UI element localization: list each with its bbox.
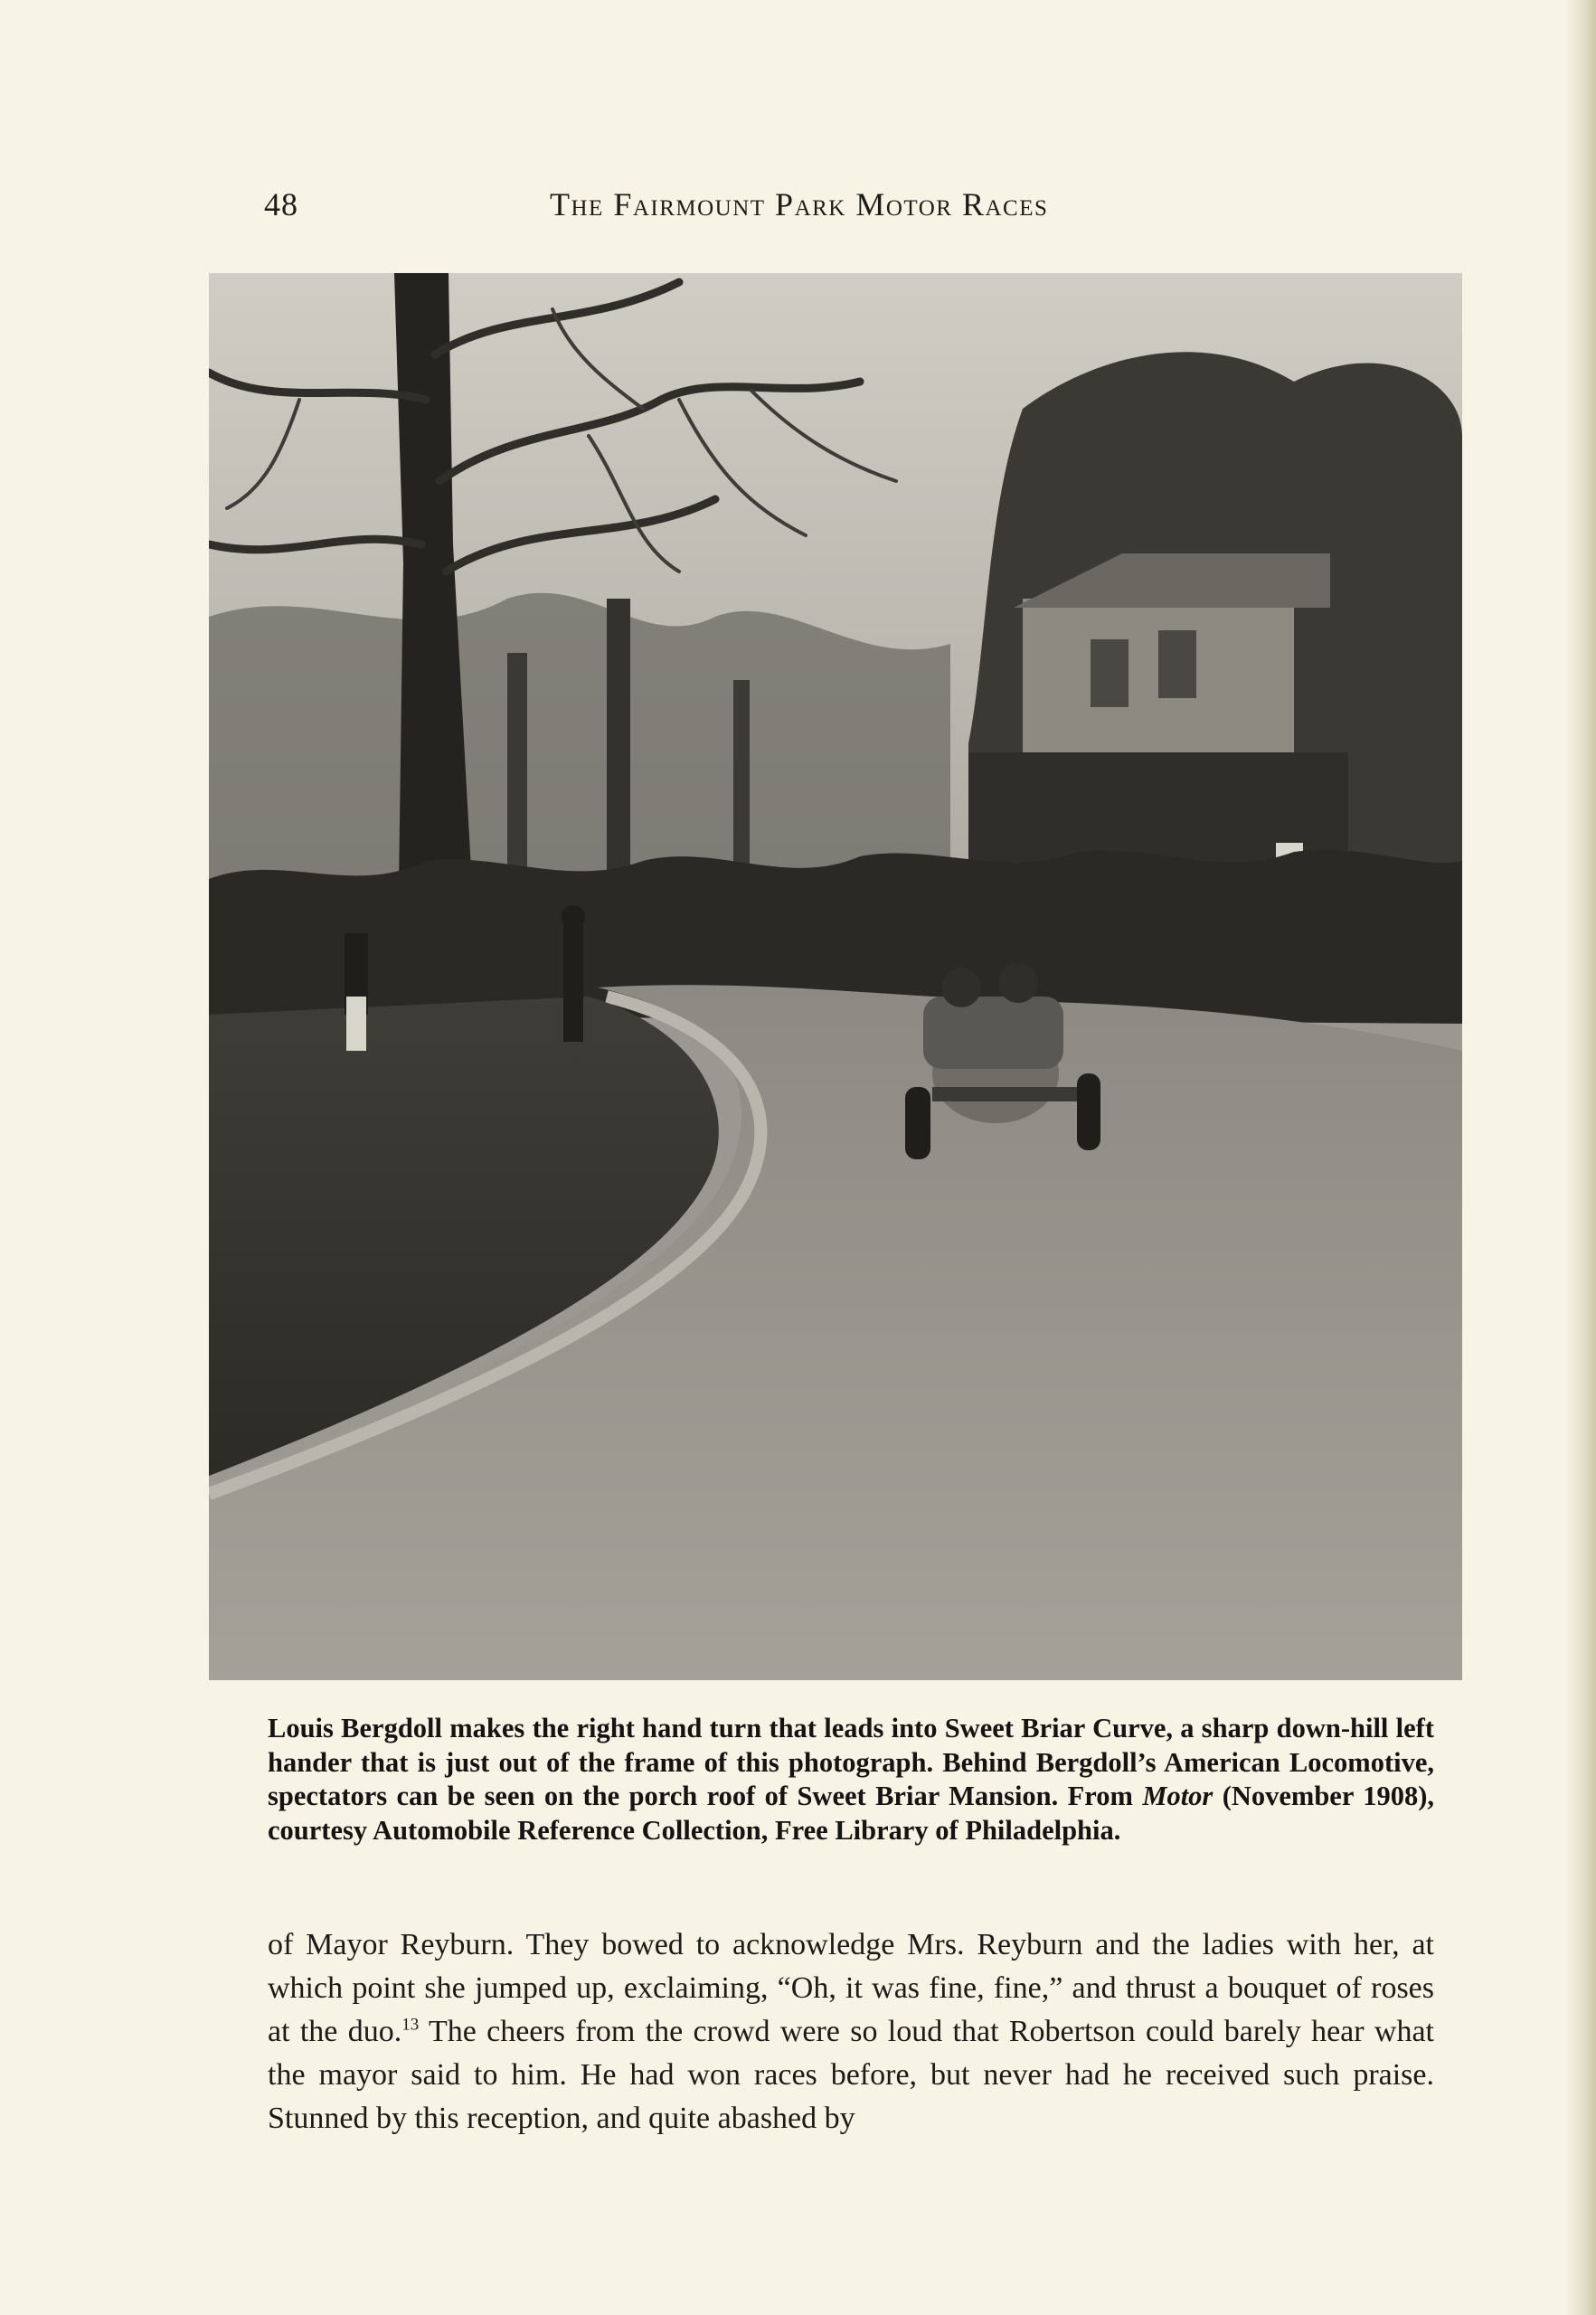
body-text-2: The cheers from the crowd were so loud that Robertson could barely hear what the mayor said to him. He had won races before, but never had he received such praise. Stunned by this reception, and quite abashed by <box>268 2015 1434 2135</box>
page-number: 48 <box>264 186 298 222</box>
running-title: The Fairmount Park Motor Races <box>550 186 1049 222</box>
body-paragraph <box>268 1923 1434 2140</box>
caption-text-1: Louis Bergdoll makes the right hand turn that leads into Sweet Briar Curve, a sharp down-hill left hander that is just out of the frame of this photograph. Behind Bergdoll’s American Locomotive, spectators can be seen on the porch roof of Sweet Briar Mansion. From <box>268 1713 1434 1811</box>
race-photograph <box>209 273 1462 1680</box>
body-text-1: of Mayor Reyburn. They bowed to acknowledge Mrs. Reyburn and the ladies with her, at which point she jumped up, exclaiming, “Oh, it was fine, fine,” and thrust a bouquet of roses at the duo. <box>268 1928 1434 2048</box>
footnote-reference[interactable]: 13 <box>401 2015 420 2035</box>
caption-text-2: (November 1908), courtesy Automobile Reference Collection, Free Library of Philadelphia. <box>268 1781 1434 1846</box>
caption-source-title: Motor <box>1142 1781 1214 1811</box>
figure-caption <box>268 1712 1434 1847</box>
page-edge <box>1565 0 1596 2315</box>
running-head <box>264 185 1431 236</box>
